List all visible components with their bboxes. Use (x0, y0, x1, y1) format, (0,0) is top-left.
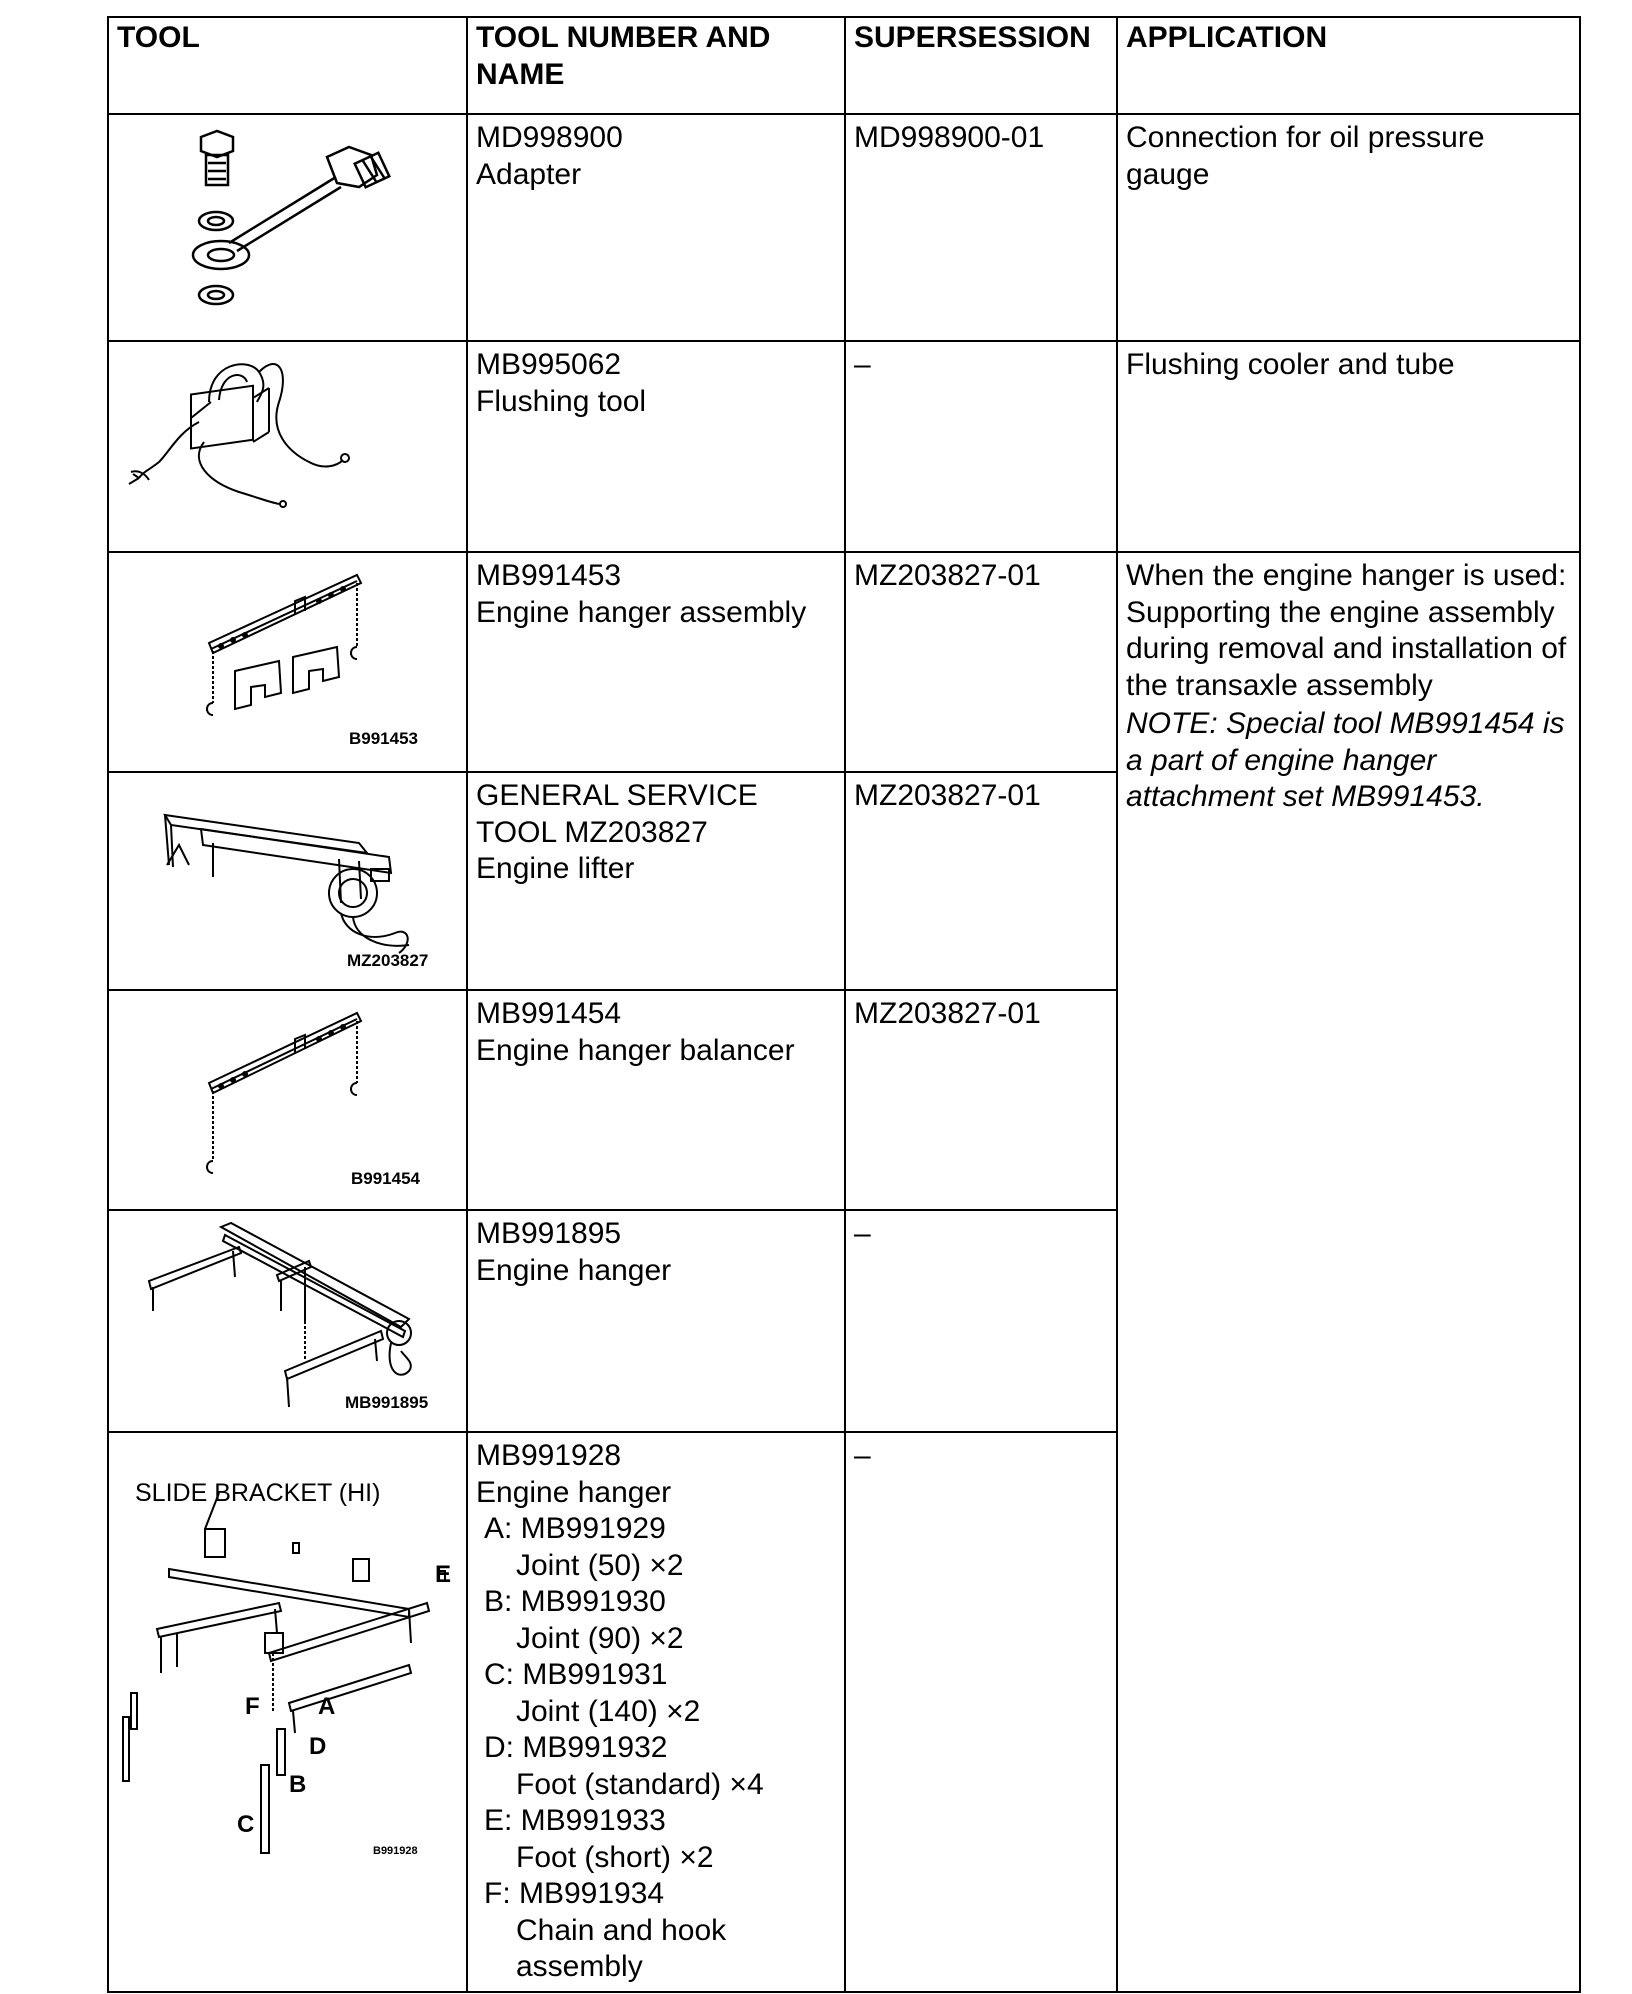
adapter-drawing (109, 115, 468, 342)
tool-name: Engine hanger assembly (476, 595, 807, 629)
figure-label: B991454 (351, 1169, 421, 1188)
tool-number-name-cell (467, 1210, 845, 1432)
part-desc: Joint (50) ×2 (516, 1548, 684, 1582)
special-tools-table (107, 16, 1581, 1993)
table-row (108, 341, 1580, 552)
part-desc: Joint (140) ×2 (516, 1694, 701, 1728)
part-code: C: MB991931 (484, 1658, 668, 1691)
part-desc: Foot (standard) ×4 (516, 1767, 764, 1801)
tool-name: Engine hanger (476, 1253, 672, 1287)
flushing-tool-drawing (109, 342, 468, 553)
tool-number-line-1: GENERAL SERVICE (476, 779, 758, 812)
header-row (108, 17, 1580, 114)
part-letter-c: C (237, 1811, 255, 1838)
supersession-cell: – (845, 341, 1117, 552)
supersession-cell: MZ203827-01 (845, 772, 1117, 990)
tool-illustration-engine-hanger-kit (108, 1432, 467, 1992)
tool-illustration-flushing-tool (108, 341, 467, 552)
tool-illustration-engine-hanger-balancer (108, 990, 467, 1210)
part-code: E: MB991933 (484, 1804, 666, 1837)
application-note: NOTE: Special tool MB991454 is a part of engine hanger attachment set MB991453. (1126, 707, 1565, 813)
tool-number-name-cell (467, 990, 845, 1210)
tool-number: MB991454 (476, 997, 622, 1030)
header-application: APPLICATION (1117, 17, 1580, 114)
tool-name: Flushing tool (476, 384, 647, 418)
tool-name: Engine hanger balancer (476, 1033, 795, 1067)
tool-number-name-cell (467, 552, 845, 772)
supersession-cell: – (845, 1210, 1117, 1432)
tool-illustration-engine-lifter (108, 772, 467, 990)
part-code: B: MB991930 (484, 1585, 666, 1618)
tool-number: MB991928 (476, 1439, 622, 1472)
tool-number: MB995062 (476, 348, 622, 381)
header-tool: TOOL (108, 17, 467, 114)
part-desc-continued: assembly (516, 1950, 643, 1983)
part-letter-f: F (245, 1693, 260, 1720)
tool-number-name-cell (467, 1432, 845, 1992)
figure-label: MB991895 (345, 1393, 429, 1412)
tool-number: MD998900 (476, 121, 623, 154)
application-cell-merged (1117, 552, 1580, 1992)
engine-hanger-kit-drawing (109, 1433, 468, 1993)
header-tool-number-name: TOOL NUMBER AND NAME (467, 17, 845, 114)
part-desc: Foot (short) ×2 (516, 1840, 714, 1874)
part-code: A: MB991929 (484, 1512, 666, 1545)
supersession-cell: MZ203827-01 (845, 552, 1117, 772)
part-letter-d: D (309, 1733, 327, 1760)
tool-illustration-engine-hanger (108, 1210, 467, 1432)
supersession-cell: – (845, 1432, 1117, 1992)
tool-number: MB991895 (476, 1217, 622, 1250)
figure-label: MZ203827 (347, 951, 429, 970)
part-code: D: MB991932 (484, 1731, 668, 1764)
header-supersession: SUPERSESSION (845, 17, 1117, 114)
tool-number-name-cell (467, 114, 845, 341)
figure-label: B991928 (373, 1845, 418, 1857)
part-letter-b: B (289, 1771, 307, 1798)
part-desc: Joint (90) ×2 (516, 1621, 684, 1655)
tool-illustration-engine-hanger-assembly (108, 552, 467, 772)
application-cell: Connection for oil pressure gauge (1117, 114, 1580, 341)
table-row (108, 552, 1580, 772)
application-cell: Flushing cooler and tube (1117, 341, 1580, 552)
tool-illustration-adapter (108, 114, 467, 341)
part-desc: Chain and hook (516, 1913, 727, 1947)
tool-name: Adapter (476, 157, 582, 191)
tool-name: Engine lifter (476, 852, 635, 885)
supersession-cell: MD998900-01 (845, 114, 1117, 341)
tool-name: Engine hanger (476, 1475, 672, 1509)
tool-number: MB991453 (476, 559, 622, 592)
supersession-cell: MZ203827-01 (845, 990, 1117, 1210)
figure-title: SLIDE BRACKET (HI) (135, 1479, 381, 1507)
tool-number-name-cell (467, 341, 845, 552)
figure-label: B991453 (349, 729, 419, 748)
tool-number-name-cell (467, 772, 845, 990)
part-letter-a: A (318, 1693, 336, 1720)
part-letter-e: E (435, 1561, 452, 1588)
part-code: F: MB991934 (484, 1877, 665, 1910)
table-row (108, 114, 1580, 341)
application-text: When the engine hanger is used: Supporting the engine assembly during removal and installation of the transaxle assembly (1126, 559, 1567, 702)
tool-number-line-2: TOOL MZ203827 (476, 815, 708, 849)
